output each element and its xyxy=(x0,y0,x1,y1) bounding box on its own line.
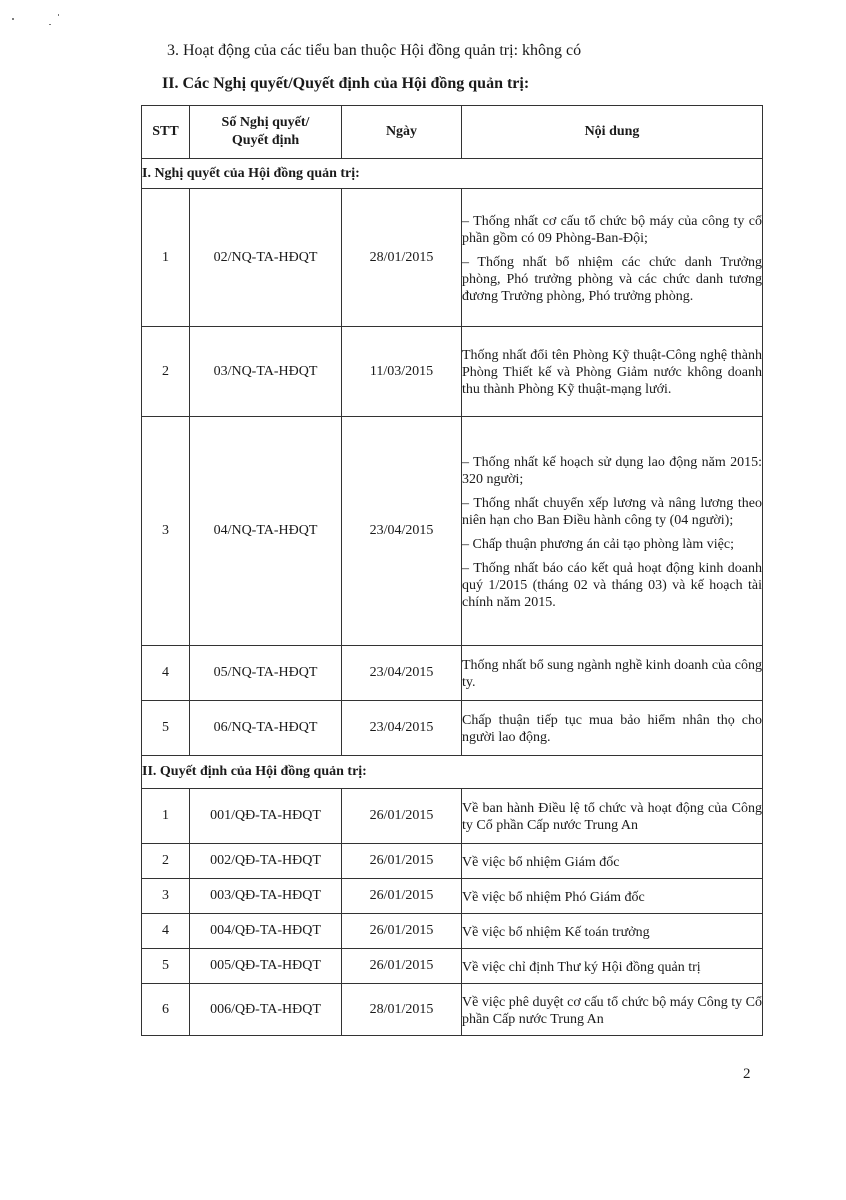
section-title: I. Nghị quyết của Hội đồng quản trị: xyxy=(142,159,763,189)
row-content xyxy=(462,417,763,646)
section-row xyxy=(142,159,763,189)
table-row xyxy=(142,914,763,949)
row-stt: 5 xyxy=(142,701,190,756)
header-content: Nội dung xyxy=(462,106,763,159)
row-date: 11/03/2015 xyxy=(342,327,462,417)
scan-speck xyxy=(12,18,14,20)
table-row xyxy=(142,844,763,879)
row-number: 06/NQ-TA-HĐQT xyxy=(190,701,342,756)
row-number: 02/NQ-TA-HĐQT xyxy=(190,189,342,327)
row-content xyxy=(462,984,763,1036)
content-paragraph: Về việc bổ nhiệm Giám đốc xyxy=(462,854,620,870)
table-row xyxy=(142,646,763,701)
table-row xyxy=(142,949,763,984)
header-number: Số Nghị quyết/ Quyết định xyxy=(190,106,342,159)
content-paragraph: Về việc bổ nhiệm Phó Giám đốc xyxy=(462,889,645,905)
content-paragraph: – Thống nhất báo cáo kết quả hoạt động kinh doanh quý 1/2015 (tháng 02 và tháng 03) và kế hoạch tài chính năm 2015. xyxy=(462,560,762,610)
table-body xyxy=(142,159,763,1036)
row-stt: 5 xyxy=(142,949,190,984)
row-number: 003/QĐ-TA-HĐQT xyxy=(190,879,342,914)
table-header-row xyxy=(142,106,763,159)
row-stt: 4 xyxy=(142,914,190,949)
table-row xyxy=(142,417,763,646)
content-paragraph: Thống nhất bổ sung ngành nghề kinh doanh của công ty. xyxy=(462,658,762,690)
row-date: 28/01/2015 xyxy=(342,984,462,1036)
row-stt: 3 xyxy=(142,417,190,646)
row-content xyxy=(462,701,763,756)
row-stt: 4 xyxy=(142,646,190,701)
content-paragraph: Chấp thuận tiếp tục mua bảo hiểm nhân thọ cho người lao động. xyxy=(462,713,762,745)
row-stt: 1 xyxy=(142,189,190,327)
header-stt: STT xyxy=(142,106,190,159)
section-title: II. Quyết định của Hội đồng quản trị: xyxy=(142,756,763,789)
row-number: 001/QĐ-TA-HĐQT xyxy=(190,789,342,844)
row-content xyxy=(462,789,763,844)
row-date: 23/04/2015 xyxy=(342,417,462,646)
row-number: 03/NQ-TA-HĐQT xyxy=(190,327,342,417)
section-heading: II. Các Nghị quyết/Quyết định của Hội đồng quản trị: xyxy=(162,75,530,92)
row-date: 28/01/2015 xyxy=(342,189,462,327)
row-number: 004/QĐ-TA-HĐQT xyxy=(190,914,342,949)
row-content xyxy=(462,646,763,701)
row-date: 26/01/2015 xyxy=(342,879,462,914)
row-content xyxy=(462,949,763,984)
row-content xyxy=(462,844,763,879)
content-paragraph: – Chấp thuận phương án cải tạo phòng làm việc; xyxy=(462,536,734,552)
row-number: 05/NQ-TA-HĐQT xyxy=(190,646,342,701)
row-date: 26/01/2015 xyxy=(342,844,462,879)
section-row xyxy=(142,756,763,789)
table-row xyxy=(142,879,763,914)
row-date: 26/01/2015 xyxy=(342,949,462,984)
row-content xyxy=(462,879,763,914)
content-paragraph: – Thống nhất kế hoạch sử dụng lao động năm 2015: 320 người; xyxy=(462,454,762,487)
table-row xyxy=(142,327,763,417)
row-number: 002/QĐ-TA-HĐQT xyxy=(190,844,342,879)
row-stt: 2 xyxy=(142,844,190,879)
content-paragraph: Về việc chỉ định Thư ký Hội đồng quản trị xyxy=(462,959,701,975)
content-paragraph: – Thống nhất cơ cấu tổ chức bộ máy của công ty cổ phần gồm có 09 Phòng-Ban-Đội; xyxy=(462,213,762,246)
page-number: 2 xyxy=(743,1066,751,1082)
table-row xyxy=(142,189,763,327)
row-number: 006/QĐ-TA-HĐQT xyxy=(190,984,342,1036)
row-stt: 1 xyxy=(142,789,190,844)
scan-speck xyxy=(49,24,51,25)
row-number: 005/QĐ-TA-HĐQT xyxy=(190,949,342,984)
row-stt: 3 xyxy=(142,879,190,914)
resolutions-table xyxy=(141,105,763,1036)
content-paragraph: Về việc bổ nhiệm Kế toán trưởng xyxy=(462,924,650,940)
table-row xyxy=(142,984,763,1036)
row-date: 26/01/2015 xyxy=(342,914,462,949)
content-paragraph: – Thống nhất chuyển xếp lương và nâng lương theo niên hạn cho Ban Điều hành công ty (04 người); xyxy=(462,495,762,528)
table-row xyxy=(142,789,763,844)
row-date: 23/04/2015 xyxy=(342,701,462,756)
row-number: 04/NQ-TA-HĐQT xyxy=(190,417,342,646)
subcommittee-activity-line: 3. Hoạt động của các tiểu ban thuộc Hội đồng quản trị: không có xyxy=(167,42,582,59)
content-paragraph: – Thống nhất bổ nhiệm các chức danh Trưởng phòng, Phó trưởng phòng và các chức danh tương đương Trưởng phòng, Phó trưởng phòng. xyxy=(462,254,762,304)
row-date: 23/04/2015 xyxy=(342,646,462,701)
header-date: Ngày xyxy=(342,106,462,159)
content-paragraph: Về việc phê duyệt cơ cấu tổ chức bộ máy Công ty Cổ phần Cấp nước Trung An xyxy=(462,994,762,1027)
table-row xyxy=(142,701,763,756)
row-stt: 6 xyxy=(142,984,190,1036)
row-content xyxy=(462,914,763,949)
row-date: 26/01/2015 xyxy=(342,789,462,844)
row-content xyxy=(462,189,763,327)
scan-speck xyxy=(58,14,59,16)
content-paragraph: Về ban hành Điều lệ tổ chức và hoạt động của Công ty Cổ phần Cấp nước Trung An xyxy=(462,801,762,833)
content-paragraph: Thống nhất đổi tên Phòng Kỹ thuật-Công nghệ thành Phòng Thiết kế và Phòng Giảm nước không doanh thu thành Phòng Kỹ thuật-mạng lưới. xyxy=(462,348,762,397)
row-content xyxy=(462,327,763,417)
row-stt: 2 xyxy=(142,327,190,417)
